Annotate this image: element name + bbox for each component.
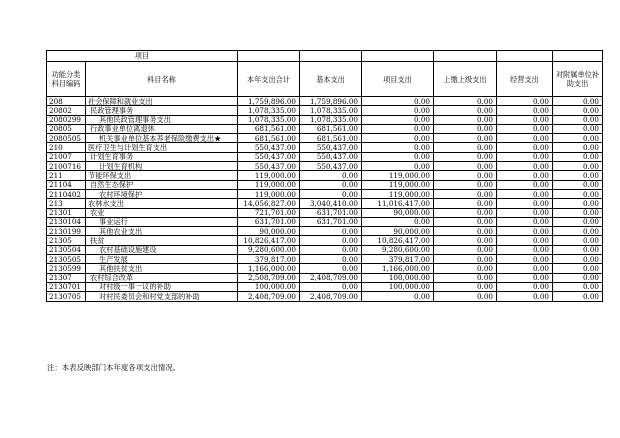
cell-basic: 0.00 bbox=[300, 255, 362, 264]
cell-upper: 0.00 bbox=[434, 124, 497, 133]
cell-basic: 0.00 bbox=[300, 264, 362, 273]
cell-total: 550,437.00 bbox=[238, 162, 300, 171]
cell-name: 农村基础设施建设 bbox=[86, 245, 238, 254]
cell-name: 计划生育事务 bbox=[86, 152, 238, 161]
cell-business: 0.00 bbox=[497, 208, 553, 217]
cell-basic: 550,437.00 bbox=[300, 143, 362, 152]
table-row bbox=[47, 264, 603, 273]
cell-upper: 0.00 bbox=[434, 143, 497, 152]
cell-code: 21007 bbox=[47, 152, 86, 161]
header-project: 项目 bbox=[47, 51, 238, 62]
cell-total: 550,437.00 bbox=[238, 152, 300, 161]
cell-total: 119,000.00 bbox=[238, 180, 300, 189]
cell-basic: 2,408,709.00 bbox=[300, 273, 362, 282]
cell-business: 0.00 bbox=[497, 189, 553, 198]
cell-code: 21301 bbox=[47, 208, 86, 217]
expenditure-table-container bbox=[46, 50, 603, 302]
table-row bbox=[47, 292, 603, 301]
cell-code: 2100716 bbox=[47, 162, 86, 171]
table-row bbox=[47, 208, 603, 217]
cell-project: 9,280,600.00 bbox=[362, 245, 434, 254]
cell-project: 119,000.00 bbox=[362, 189, 434, 198]
cell-business: 0.00 bbox=[497, 217, 553, 226]
cell-name: 农林水支出 bbox=[86, 199, 238, 208]
table-row bbox=[47, 152, 603, 161]
cell-total: 721,701.00 bbox=[238, 208, 300, 217]
cell-upper: 0.00 bbox=[434, 282, 497, 291]
cell-total: 100,000.00 bbox=[238, 282, 300, 291]
cell-business: 0.00 bbox=[497, 180, 553, 189]
cell-name: 对村级一事一议的补助 bbox=[86, 282, 238, 291]
cell-code: 21305 bbox=[47, 236, 86, 245]
cell-total: 10,826,417.00 bbox=[238, 236, 300, 245]
cell-subsidy: 0.00 bbox=[553, 115, 603, 124]
cell-name: 节能环保支出 bbox=[86, 171, 238, 180]
cell-subsidy: 0.00 bbox=[553, 227, 603, 236]
header-subsidy: 对附属单位补助支出 bbox=[553, 62, 603, 97]
cell-basic: 2,408,709.00 bbox=[300, 292, 362, 301]
cell-upper: 0.00 bbox=[434, 255, 497, 264]
cell-code: 2130199 bbox=[47, 227, 86, 236]
table-note: 注：本表反映部门本年度各项支出情况。 bbox=[47, 363, 181, 372]
cell-upper: 0.00 bbox=[434, 264, 497, 273]
cell-business: 0.00 bbox=[497, 227, 553, 236]
cell-code: 21104 bbox=[47, 180, 86, 189]
cell-business: 0.00 bbox=[497, 106, 553, 115]
cell-name: 计划生育机构 bbox=[86, 162, 238, 171]
cell-project: 0.00 bbox=[362, 106, 434, 115]
cell-business: 0.00 bbox=[497, 255, 553, 264]
table-row bbox=[47, 115, 603, 124]
cell-basic: 1,078,335.00 bbox=[300, 106, 362, 115]
cell-basic: 0.00 bbox=[300, 245, 362, 254]
table-row bbox=[47, 282, 603, 291]
table-row bbox=[47, 143, 603, 152]
cell-total: 119,000.00 bbox=[238, 189, 300, 198]
cell-upper: 0.00 bbox=[434, 152, 497, 161]
table-row bbox=[47, 255, 603, 264]
cell-name: 农村环境保护 bbox=[86, 189, 238, 198]
cell-basic: 3,040,410.00 bbox=[300, 199, 362, 208]
cell-name: 行政事业单位离退休 bbox=[86, 124, 238, 133]
cell-project: 90,000.00 bbox=[362, 208, 434, 217]
cell-subsidy: 0.00 bbox=[553, 152, 603, 161]
table-row bbox=[47, 106, 603, 115]
cell-project: 119,000.00 bbox=[362, 180, 434, 189]
cell-basic: 0.00 bbox=[300, 189, 362, 198]
header-blank bbox=[300, 51, 362, 62]
cell-subsidy: 0.00 bbox=[553, 189, 603, 198]
cell-business: 0.00 bbox=[497, 152, 553, 161]
cell-business: 0.00 bbox=[497, 162, 553, 171]
cell-project: 0.00 bbox=[362, 143, 434, 152]
header-blank bbox=[553, 51, 603, 62]
cell-name: 生产发展 bbox=[86, 255, 238, 264]
cell-subsidy: 0.00 bbox=[553, 199, 603, 208]
table-row bbox=[47, 273, 603, 282]
cell-total: 90,000.00 bbox=[238, 227, 300, 236]
cell-upper: 0.00 bbox=[434, 180, 497, 189]
cell-upper: 0.00 bbox=[434, 134, 497, 143]
cell-subsidy: 0.00 bbox=[553, 97, 603, 106]
cell-upper: 0.00 bbox=[434, 97, 497, 106]
table-row bbox=[47, 245, 603, 254]
cell-subsidy: 0.00 bbox=[553, 143, 603, 152]
table-row bbox=[47, 199, 603, 208]
cell-project: 379,817.00 bbox=[362, 255, 434, 264]
cell-business: 0.00 bbox=[497, 282, 553, 291]
cell-name: 社会保障和就业支出 bbox=[86, 97, 238, 106]
header-row-columns bbox=[47, 62, 603, 97]
table-row bbox=[47, 162, 603, 171]
cell-total: 681,561.00 bbox=[238, 124, 300, 133]
cell-total: 1,166,000.00 bbox=[238, 264, 300, 273]
cell-project: 0.00 bbox=[362, 97, 434, 106]
cell-total: 1,759,896.00 bbox=[238, 97, 300, 106]
cell-total: 379,817.00 bbox=[238, 255, 300, 264]
table-row bbox=[47, 180, 603, 189]
cell-project: 0.00 bbox=[362, 115, 434, 124]
header-upper: 上缴上级支出 bbox=[434, 62, 497, 97]
cell-code: 208 bbox=[47, 97, 86, 106]
cell-basic: 0.00 bbox=[300, 282, 362, 291]
cell-business: 0.00 bbox=[497, 143, 553, 152]
cell-project: 0.00 bbox=[362, 292, 434, 301]
cell-subsidy: 0.00 bbox=[553, 217, 603, 226]
header-blank bbox=[434, 51, 497, 62]
table-row bbox=[47, 134, 603, 143]
cell-subsidy: 0.00 bbox=[553, 292, 603, 301]
cell-subsidy: 0.00 bbox=[553, 273, 603, 282]
cell-project: 0.00 bbox=[362, 134, 434, 143]
cell-basic: 0.00 bbox=[300, 236, 362, 245]
cell-upper: 0.00 bbox=[434, 236, 497, 245]
cell-total: 9,280,600.00 bbox=[238, 245, 300, 254]
cell-basic: 0.00 bbox=[300, 171, 362, 180]
cell-name: 机关事业单位基本养老保险缴费支出★ bbox=[86, 134, 238, 143]
cell-name: 医疗卫生与计划生育支出 bbox=[86, 143, 238, 152]
cell-total: 14,056,827.00 bbox=[238, 199, 300, 208]
cell-basic: 550,437.00 bbox=[300, 162, 362, 171]
cell-business: 0.00 bbox=[497, 124, 553, 133]
cell-business: 0.00 bbox=[497, 245, 553, 254]
header-code: 功能分类科目编码 bbox=[47, 62, 86, 97]
cell-upper: 0.00 bbox=[434, 273, 497, 282]
table-row bbox=[47, 171, 603, 180]
cell-business: 0.00 bbox=[497, 236, 553, 245]
cell-upper: 0.00 bbox=[434, 245, 497, 254]
cell-subsidy: 0.00 bbox=[553, 134, 603, 143]
cell-total: 1,078,335.00 bbox=[238, 115, 300, 124]
cell-business: 0.00 bbox=[497, 273, 553, 282]
cell-subsidy: 0.00 bbox=[553, 171, 603, 180]
cell-subsidy: 0.00 bbox=[553, 245, 603, 254]
cell-total: 681,561.00 bbox=[238, 134, 300, 143]
cell-name: 扶贫 bbox=[86, 236, 238, 245]
table-row bbox=[47, 227, 603, 236]
cell-upper: 0.00 bbox=[434, 199, 497, 208]
cell-upper: 0.00 bbox=[434, 115, 497, 124]
cell-name: 自然生态保护 bbox=[86, 180, 238, 189]
cell-project: 0.00 bbox=[362, 162, 434, 171]
table-row bbox=[47, 124, 603, 133]
cell-total: 631,701.00 bbox=[238, 217, 300, 226]
cell-name: 农村综合改革 bbox=[86, 273, 238, 282]
cell-project: 119,000.00 bbox=[362, 171, 434, 180]
cell-business: 0.00 bbox=[497, 171, 553, 180]
header-blank bbox=[362, 51, 434, 62]
header-blank bbox=[497, 51, 553, 62]
cell-code: 2130701 bbox=[47, 282, 86, 291]
cell-upper: 0.00 bbox=[434, 162, 497, 171]
cell-basic: 0.00 bbox=[300, 227, 362, 236]
cell-name: 其他农业支出 bbox=[86, 227, 238, 236]
cell-business: 0.00 bbox=[497, 97, 553, 106]
cell-upper: 0.00 bbox=[434, 227, 497, 236]
header-basic: 基本支出 bbox=[300, 62, 362, 97]
cell-project: 100,000.00 bbox=[362, 282, 434, 291]
header-blank bbox=[238, 51, 300, 62]
cell-name: 其他民政管理事务支出 bbox=[86, 115, 238, 124]
cell-project: 100,000.00 bbox=[362, 273, 434, 282]
cell-total: 2,508,709.00 bbox=[238, 273, 300, 282]
cell-subsidy: 0.00 bbox=[553, 264, 603, 273]
cell-subsidy: 0.00 bbox=[553, 124, 603, 133]
cell-upper: 0.00 bbox=[434, 171, 497, 180]
table-row bbox=[47, 97, 603, 106]
table-row bbox=[47, 217, 603, 226]
cell-upper: 0.00 bbox=[434, 106, 497, 115]
header-project-expense: 项目支出 bbox=[362, 62, 434, 97]
cell-basic: 0.00 bbox=[300, 180, 362, 189]
cell-name: 农业 bbox=[86, 208, 238, 217]
cell-upper: 0.00 bbox=[434, 217, 497, 226]
cell-code: 2130504 bbox=[47, 245, 86, 254]
cell-total: 550,437.00 bbox=[238, 143, 300, 152]
cell-subsidy: 0.00 bbox=[553, 236, 603, 245]
cell-code: 21307 bbox=[47, 273, 86, 282]
cell-project: 90,000.00 bbox=[362, 227, 434, 236]
expenditure-table bbox=[46, 50, 603, 302]
cell-code: 2130599 bbox=[47, 264, 86, 273]
cell-project: 0.00 bbox=[362, 152, 434, 161]
cell-basic: 681,561.00 bbox=[300, 124, 362, 133]
cell-code: 2080505 bbox=[47, 134, 86, 143]
cell-code: 20802 bbox=[47, 106, 86, 115]
cell-code: 2130705 bbox=[47, 292, 86, 301]
cell-basic: 681,561.00 bbox=[300, 134, 362, 143]
cell-total: 119,000.00 bbox=[238, 171, 300, 180]
cell-subsidy: 0.00 bbox=[553, 208, 603, 217]
cell-basic: 1,078,335.00 bbox=[300, 115, 362, 124]
cell-total: 2,408,709.00 bbox=[238, 292, 300, 301]
cell-project: 0.00 bbox=[362, 217, 434, 226]
cell-subsidy: 0.00 bbox=[553, 255, 603, 264]
cell-subsidy: 0.00 bbox=[553, 162, 603, 171]
cell-business: 0.00 bbox=[497, 199, 553, 208]
header-row-top bbox=[47, 51, 603, 62]
cell-basic: 631,701.00 bbox=[300, 217, 362, 226]
header-business: 经营支出 bbox=[497, 62, 553, 97]
cell-upper: 0.00 bbox=[434, 292, 497, 301]
header-name: 科目名称 bbox=[86, 62, 238, 97]
cell-name: 对村民委员会和村党支部的补助 bbox=[86, 292, 238, 301]
cell-subsidy: 0.00 bbox=[553, 180, 603, 189]
cell-business: 0.00 bbox=[497, 264, 553, 273]
cell-name: 民政管理事务 bbox=[86, 106, 238, 115]
cell-project: 1,166,000.00 bbox=[362, 264, 434, 273]
cell-code: 211 bbox=[47, 171, 86, 180]
cell-subsidy: 0.00 bbox=[553, 282, 603, 291]
cell-business: 0.00 bbox=[497, 134, 553, 143]
cell-basic: 631,701.00 bbox=[300, 208, 362, 217]
cell-code: 2080299 bbox=[47, 115, 86, 124]
cell-code: 213 bbox=[47, 199, 86, 208]
cell-name: 其他扶贫支出 bbox=[86, 264, 238, 273]
cell-code: 2130505 bbox=[47, 255, 86, 264]
table-row bbox=[47, 236, 603, 245]
cell-basic: 1,759,896.00 bbox=[300, 97, 362, 106]
cell-upper: 0.00 bbox=[434, 189, 497, 198]
cell-name: 事业运行 bbox=[86, 217, 238, 226]
cell-code: 20805 bbox=[47, 124, 86, 133]
cell-upper: 0.00 bbox=[434, 208, 497, 217]
cell-subsidy: 0.00 bbox=[553, 106, 603, 115]
cell-project: 11,016,417.00 bbox=[362, 199, 434, 208]
table-row bbox=[47, 189, 603, 198]
cell-business: 0.00 bbox=[497, 292, 553, 301]
cell-project: 0.00 bbox=[362, 124, 434, 133]
cell-total: 1,078,335.00 bbox=[238, 106, 300, 115]
cell-business: 0.00 bbox=[497, 115, 553, 124]
cell-code: 2130104 bbox=[47, 217, 86, 226]
cell-code: 210 bbox=[47, 143, 86, 152]
header-total: 本年支出合计 bbox=[238, 62, 300, 97]
cell-code: 2110402 bbox=[47, 189, 86, 198]
cell-project: 10,826,417.00 bbox=[362, 236, 434, 245]
cell-basic: 550,437.00 bbox=[300, 152, 362, 161]
